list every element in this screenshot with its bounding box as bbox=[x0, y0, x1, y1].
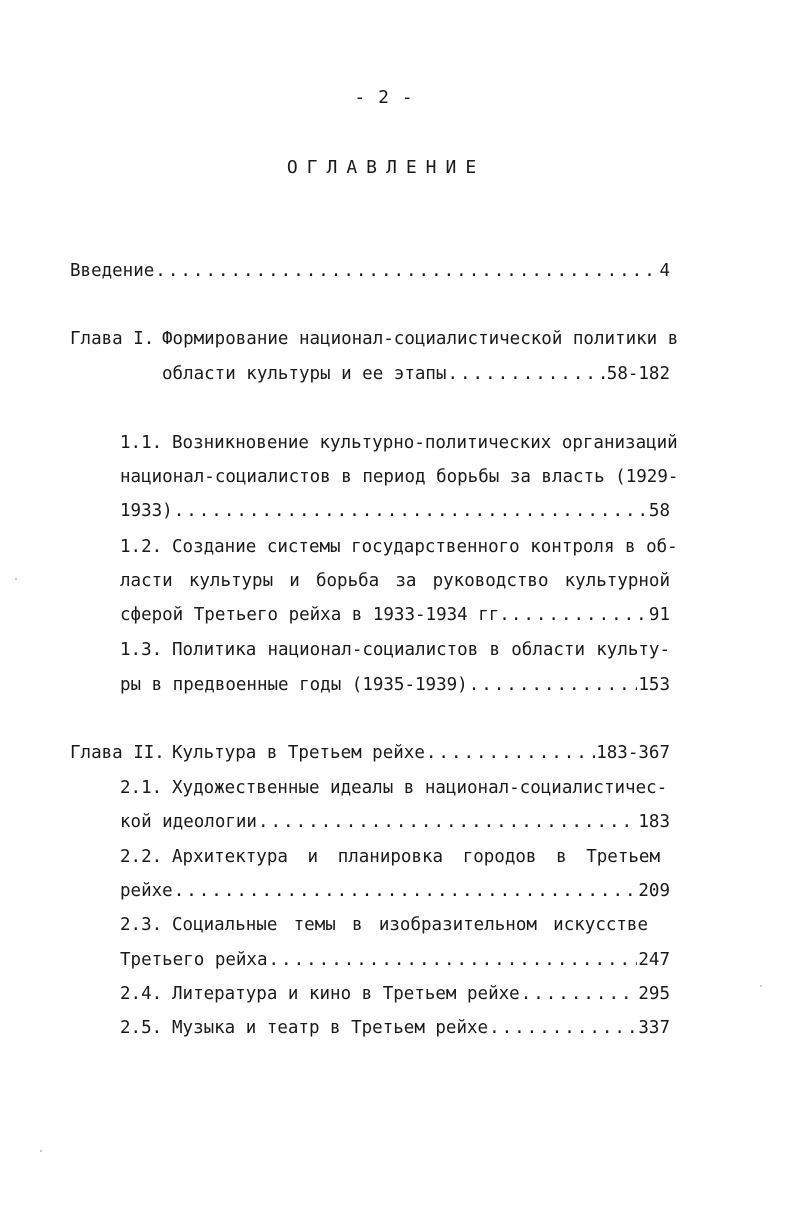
section-1-3-page: 153 bbox=[638, 675, 670, 695]
section-1-1-line1: Возникновение культурно-политических организаций bbox=[172, 433, 678, 453]
section-1-3-line2-text: ры в предвоенные годы (1935-1939) bbox=[120, 675, 468, 695]
scan-speck bbox=[40, 1150, 42, 1152]
section-1-2-line3-text: сферой Третьего рейха в 1933-1934 гг. bbox=[120, 605, 510, 625]
section-1-1-page: 58 bbox=[648, 501, 670, 521]
chapter1-pages: 58-182 bbox=[606, 364, 670, 384]
section-2-4-number: 2.4. bbox=[120, 984, 163, 1004]
toc-intro-page: 4 bbox=[659, 261, 670, 281]
section-2-5-line1 bbox=[172, 1016, 670, 1040]
section-2-1-page: 183 bbox=[638, 812, 670, 832]
section-2-3-number: 2.3. bbox=[120, 915, 163, 935]
section-2-1-line2 bbox=[120, 810, 670, 834]
leader-dots bbox=[447, 362, 605, 386]
section-2-5-number: 2.5. bbox=[120, 1018, 163, 1038]
scan-speck bbox=[15, 578, 17, 580]
leader-dots bbox=[489, 1016, 637, 1040]
leader-dots bbox=[469, 673, 638, 697]
chapter1-title-line1: Формирование национал-социалистической политики в bbox=[162, 329, 679, 349]
chapter2-label: Глава II. bbox=[70, 743, 165, 763]
section-1-3-line2 bbox=[120, 673, 670, 697]
section-1-2-number: 1.2. bbox=[120, 537, 163, 557]
section-2-2-line2-text: рейхе bbox=[120, 881, 173, 901]
section-2-3-line2-text: Третьего рейха bbox=[120, 950, 268, 970]
section-1-2-line2: ласти культуры и борьба за руководство культурной bbox=[120, 571, 670, 591]
chapter2-pages: 183-367 bbox=[596, 743, 670, 763]
leader-dots bbox=[258, 810, 637, 834]
section-1-1-line3 bbox=[120, 499, 670, 523]
chapter1-title-line2-text: области культуры и ее этапы bbox=[162, 364, 447, 384]
section-1-3-number: 1.3. bbox=[120, 640, 163, 660]
section-1-1-line2: национал-социалистов в период борьбы за власть (1929- bbox=[120, 467, 679, 487]
section-2-3-line1: Социальные темы в изобразительном искусстве bbox=[172, 915, 648, 935]
section-2-2-page: 209 bbox=[638, 881, 670, 901]
leader-dots bbox=[426, 741, 595, 765]
page-number: - 2 - bbox=[354, 87, 414, 108]
leader-dots bbox=[511, 603, 648, 627]
section-1-2-line3 bbox=[120, 603, 670, 627]
section-2-4-line1 bbox=[172, 982, 670, 1006]
section-2-4-page: 295 bbox=[638, 984, 670, 1004]
section-2-2-line1: Архитектура и планировка городов в Третьем bbox=[172, 847, 660, 867]
section-2-3-page: 247 bbox=[638, 950, 670, 970]
toc-intro bbox=[70, 259, 670, 283]
leader-dots bbox=[269, 948, 638, 972]
section-1-3-line1: Политика национал-социалистов в области культу- bbox=[172, 640, 670, 660]
section-2-2-line2 bbox=[120, 879, 670, 903]
section-1-2-line1: Создание системы государственного контроля в об- bbox=[172, 537, 678, 557]
section-2-1-number: 2.1. bbox=[120, 778, 163, 798]
section-1-2-page: 91 bbox=[648, 605, 670, 625]
leader-dots bbox=[174, 879, 638, 903]
toc-intro-text: Введение bbox=[70, 261, 155, 281]
leader-dots bbox=[155, 259, 658, 283]
section-2-4-line1-text: Литература и кино в Третьем рейхе bbox=[172, 984, 520, 1004]
chapter1-label: Глава I. bbox=[70, 329, 155, 349]
section-2-5-line1-text: Музыка и театр в Третьем рейхе bbox=[172, 1018, 489, 1038]
chapter1-title-line2 bbox=[162, 362, 670, 386]
leader-dots bbox=[174, 499, 648, 523]
section-1-1-line3-text: 1933) bbox=[120, 501, 173, 521]
section-2-2-number: 2.2. bbox=[120, 847, 163, 867]
leader-dots bbox=[521, 982, 638, 1006]
section-2-1-line1: Художественные идеалы в национал-социалистичес- bbox=[172, 778, 668, 798]
chapter2-title-text: Культура в Третьем рейхе bbox=[172, 743, 425, 763]
section-2-3-line2 bbox=[120, 948, 670, 972]
section-2-5-page: 337 bbox=[638, 1018, 670, 1038]
scan-speck bbox=[760, 985, 762, 987]
page-title: ОГЛАВЛЕНИЕ bbox=[286, 157, 486, 178]
section-1-1-number: 1.1. bbox=[120, 433, 163, 453]
chapter2-title bbox=[172, 741, 670, 765]
section-2-1-line2-text: кой идеологии bbox=[120, 812, 257, 832]
